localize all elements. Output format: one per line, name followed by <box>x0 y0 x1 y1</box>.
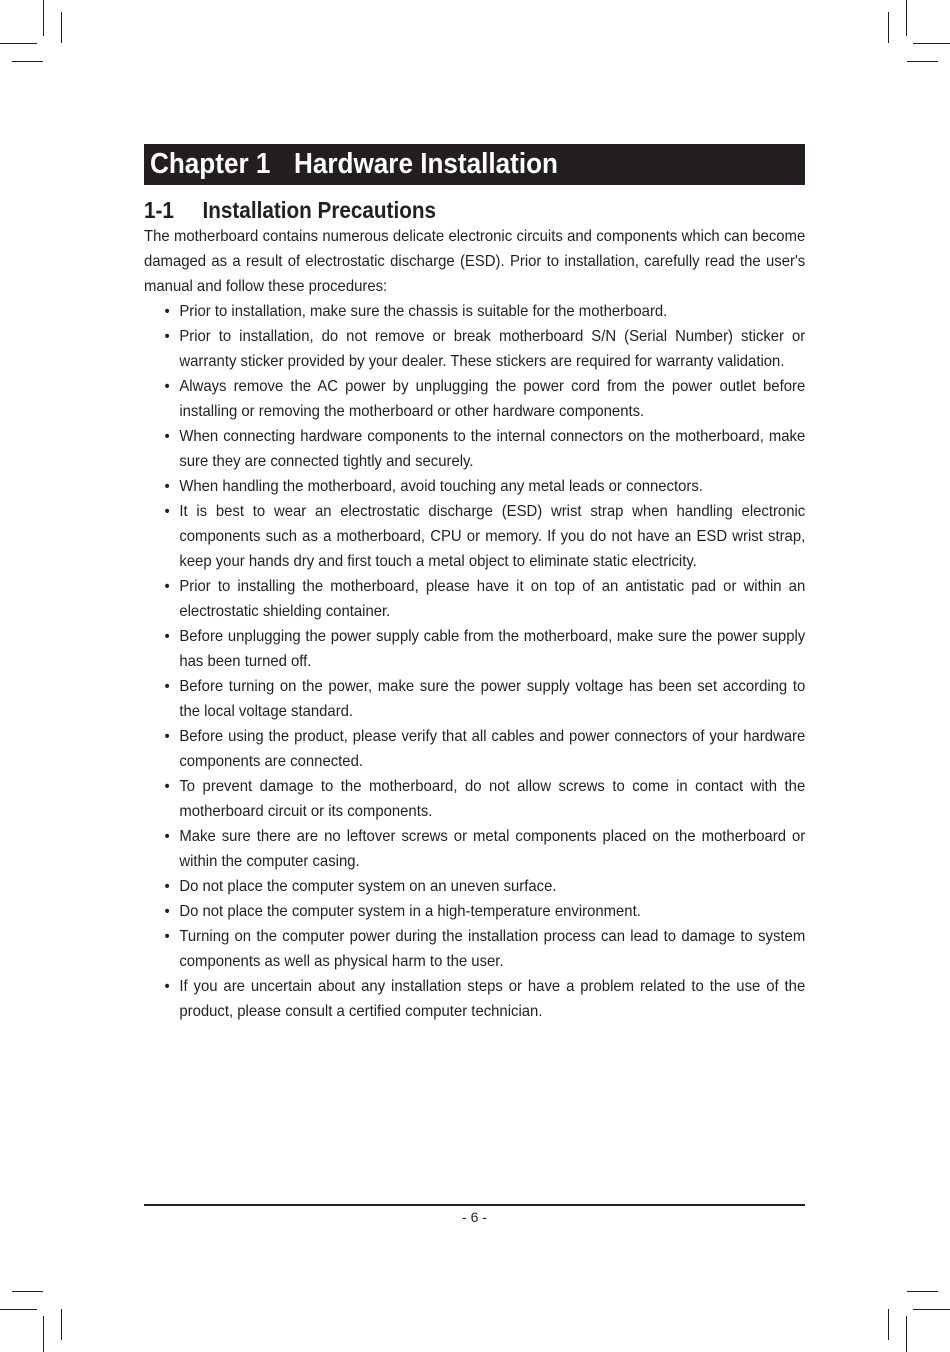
list-item <box>164 374 806 424</box>
bullet-icon: • <box>164 878 170 895</box>
body-text <box>144 224 805 1024</box>
crop-mark <box>43 1316 44 1352</box>
list-item <box>164 324 806 374</box>
crop-mark <box>43 0 44 36</box>
list-item <box>164 624 806 674</box>
list-item <box>164 874 805 899</box>
crop-mark <box>12 1291 43 1292</box>
list-item-text: To prevent damage to the motherboard, do not allow screws to come in contact with the motherboard circuit or its components. <box>179 778 806 820</box>
list-item-text: Before using the product, please verify that all cables and power connectors of your hardware components are connected. <box>179 728 806 770</box>
crop-mark <box>61 12 62 43</box>
list-item <box>164 974 806 1024</box>
list-item <box>164 924 806 974</box>
list-item <box>164 824 806 874</box>
list-item-text: Prior to installation, make sure the chassis is suitable for the motherboard. <box>179 303 668 320</box>
bullet-icon: • <box>164 578 170 595</box>
chapter-number: Chapter 1 <box>150 148 271 180</box>
list-item-text: Before turning on the power, make sure the power supply voltage has been set according to the local voltage standard. <box>179 678 806 720</box>
bullet-icon: • <box>164 303 170 320</box>
list-item <box>164 674 806 724</box>
list-item-text: When handling the motherboard, avoid touching any metal leads or connectors. <box>179 478 703 495</box>
bullet-icon: • <box>164 903 170 920</box>
crop-mark <box>907 61 938 62</box>
list-item-text: Do not place the computer system in a high-temperature environment. <box>179 903 641 920</box>
list-item <box>164 899 805 924</box>
list-item-text: Prior to installing the motherboard, please have it on top of an antistatic pad or within an electrostatic shielding container. <box>179 578 806 620</box>
precautions-list <box>144 299 805 1024</box>
crop-mark <box>888 1309 889 1340</box>
crop-mark <box>0 1309 37 1310</box>
crop-mark <box>0 43 37 44</box>
list-item-text: When connecting hardware components to the internal connectors on the motherboard, make sure they are connected tightly and securely. <box>179 428 806 470</box>
bullet-icon: • <box>164 628 170 645</box>
crop-mark <box>12 61 43 62</box>
list-item <box>164 724 806 774</box>
list-item-text: Do not place the computer system on an uneven surface. <box>179 878 557 895</box>
bullet-icon: • <box>164 678 170 695</box>
list-item <box>164 424 806 474</box>
list-item <box>164 574 806 624</box>
list-item <box>164 774 806 824</box>
list-item-text: Make sure there are no leftover screws or metal components placed on the motherboard or within the computer casing. <box>179 828 806 870</box>
crop-mark <box>913 43 950 44</box>
bullet-icon: • <box>164 503 170 520</box>
list-item-text: Always remove the AC power by unplugging the power cord from the power outlet before installing or removing the motherboard or other hardware components. <box>179 378 806 420</box>
intro-paragraph: The motherboard contains numerous delicate electronic circuits and components which can become damaged as a result of electrostatic discharge (ESD). Prior to installation, carefully read the user's manual and follow these procedures: <box>144 228 806 295</box>
list-item-text: Prior to installation, do not remove or break motherboard S/N (Serial Number) sticker or warranty sticker provided by your dealer. These stickers are required for warranty validation. <box>179 328 806 370</box>
crop-mark <box>906 1316 907 1352</box>
crop-mark <box>888 12 889 43</box>
chapter-title: Hardware Installation <box>294 148 558 180</box>
crop-mark <box>913 1309 950 1310</box>
list-item <box>164 474 805 499</box>
bullet-icon: • <box>164 378 170 395</box>
bullet-icon: • <box>164 978 170 995</box>
bullet-icon: • <box>164 478 170 495</box>
list-item-text: It is best to wear an electrostatic discharge (ESD) wrist strap when handling electronic components such as a motherboard, CPU or memory. If you do not have an ESD wrist strap, keep your hands dry and first touch a metal object to eliminate static electricity. <box>179 503 806 570</box>
crop-mark <box>906 0 907 36</box>
page-number: - 6 - <box>462 1209 487 1225</box>
bullet-icon: • <box>164 328 170 345</box>
bullet-icon: • <box>164 728 170 745</box>
list-item-text: Turning on the computer power during the installation process can lead to damage to system components as well as physical harm to the user. <box>179 928 806 970</box>
chapter-title-bar <box>144 144 805 185</box>
section-heading <box>144 196 436 224</box>
list-item-text: If you are uncertain about any installation steps or have a problem related to the use of the product, please consult a certified computer technician. <box>179 978 806 1020</box>
list-item <box>164 299 805 324</box>
crop-mark <box>61 1309 62 1340</box>
list-item-text: Before unplugging the power supply cable from the motherboard, make sure the power supply has been turned off. <box>179 628 806 670</box>
list-item <box>164 499 806 574</box>
bullet-icon: • <box>164 828 170 845</box>
section-title: Installation Precautions <box>202 197 437 223</box>
footer-rule <box>144 1204 805 1206</box>
bullet-icon: • <box>164 928 170 945</box>
bullet-icon: • <box>164 778 170 795</box>
bullet-icon: • <box>164 428 170 445</box>
crop-mark <box>907 1291 938 1292</box>
section-number: 1-1 <box>144 197 174 223</box>
